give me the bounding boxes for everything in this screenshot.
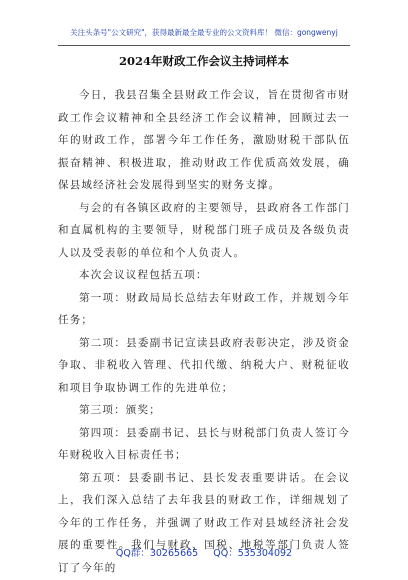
header-note: 关注头条号"公文研究"，获得最新最全最专业的公文资料库！ 微信：gongwenyj (70, 28, 338, 37)
footer-qq: QQ：535304092 (213, 548, 293, 559)
footer (0, 545, 408, 559)
header-divider (58, 45, 350, 46)
paragraph: 第五项：县委副书记、县长发表重要讲话。在会议上，我们深入总结了去年我县的财政工作，详细规划了今年的工作任务，并强调了财政工作对县域经济社会发展的重要性。我们与财政、国税、地税等部门负责人签订了今年的 (58, 471, 350, 574)
footer-qq-group: QQ群：30265665 (115, 548, 199, 559)
paragraph: 本次会议议程包括五项： (79, 269, 208, 281)
paragraph: 第三项：颁奖； (79, 404, 161, 416)
document-body (58, 84, 350, 579)
paragraph: 今日，我县召集全县财政工作会议，旨在贯彻省市财政工作会议精神和全县经济工作会议精神，回顾过去一年的财政工作，部署今年工作任务，激励财税干部队伍振奋精神、积极进取，推动财政工作优质高效发展，确保县域经济社会发展得到坚实的财务支撑。 (58, 89, 350, 191)
paragraph: 第四项：县委副书记、县长与财税部门负责人签订今年财税收入目标责任书； (58, 426, 350, 461)
paragraph: 第一项：财政局局长总结去年财政工作，并规划今年任务； (58, 291, 350, 326)
paragraph: 与会的有各镇区政府的主要领导，县政府各工作部门和直属机构的主要领导，财税部门班子成员及各级负责人以及受表彰的单位和个人负责人。 (58, 201, 350, 259)
paragraph: 第二项：县委副书记宣读县政府表彰决定，涉及资金争取、非税收入管理、代扣代缴、纳税大户、财税征收和项目争取协调工作的先进单位； (58, 336, 350, 394)
document-title: 2024年财政工作会议主持词样本 (118, 54, 289, 68)
